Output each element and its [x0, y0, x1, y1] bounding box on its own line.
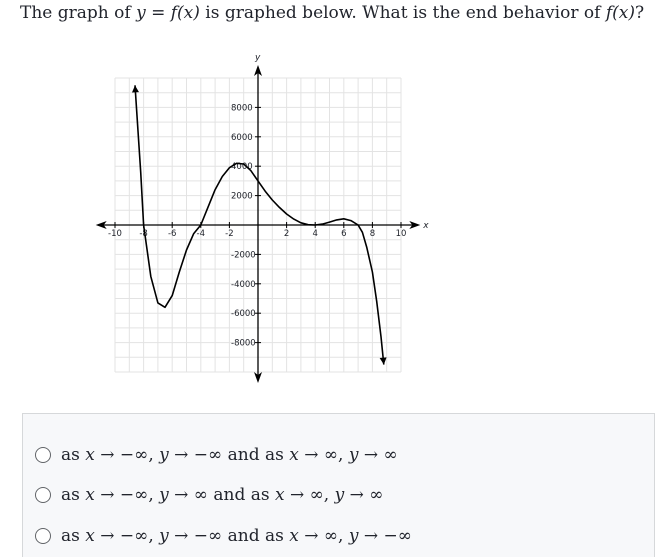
tick-labels [108, 103, 406, 348]
x-tick-label: -8 [139, 229, 148, 239]
function-graph [98, 53, 429, 388]
choice-b-v1: x [85, 485, 95, 505]
choice-a-and: and [222, 445, 265, 465]
x-tick-label: -6 [167, 229, 177, 239]
choice-c-a4: → −∞ [358, 526, 412, 546]
axes [96, 53, 430, 383]
choice-b[interactable] [35, 480, 383, 510]
y-tick-label: 6000 [231, 132, 253, 143]
y-tick-label: -4000 [231, 279, 256, 290]
question-arg2: (x) [612, 3, 635, 23]
choice-b-and: and [207, 485, 251, 505]
y-tick-label: -2000 [231, 250, 256, 261]
x-tick-label: 8 [369, 229, 376, 239]
choice-a-a1: → −∞, [94, 445, 160, 465]
choice-b-p1: as [61, 485, 86, 505]
x-tick-label: 6 [341, 229, 347, 239]
radio-button-c[interactable] [35, 528, 51, 544]
graph-svg [98, 53, 429, 388]
choice-b-v4: y [334, 485, 345, 505]
choice-a-v1: x [85, 445, 95, 465]
radio-button-b[interactable] [35, 487, 51, 503]
y-axis-label: y [255, 53, 261, 63]
choice-a-p2: as [264, 445, 290, 465]
question-suffix: ? [634, 3, 645, 23]
choice-b-a1: → −∞, [94, 485, 160, 505]
choice-a-a4: → ∞ [358, 445, 398, 465]
choice-c-a3: → ∞, [298, 526, 349, 546]
question-f2: f [605, 3, 613, 23]
answer-choices [22, 413, 655, 557]
y-tick-label: 2000 [231, 191, 253, 202]
choice-a[interactable] [35, 440, 398, 470]
x-tick-label: 10 [395, 229, 407, 239]
question-arg: (x) [177, 3, 200, 23]
choice-b-text [61, 485, 383, 505]
x-axis-label: x [423, 221, 429, 231]
choice-c-v1: x [85, 526, 95, 546]
question-equals: = [145, 3, 171, 23]
choice-c-v2: y [159, 526, 169, 546]
choice-c-p2: as [264, 526, 290, 546]
x-tick-label: -2 [225, 229, 234, 239]
choice-a-v2: y [159, 445, 169, 465]
choice-b-a2: → ∞ [168, 485, 208, 505]
y-tick-label: -8000 [231, 338, 256, 349]
question-f: f [170, 3, 178, 23]
choice-b-a3: → ∞, [284, 485, 335, 505]
choice-b-a4: → ∞ [344, 485, 384, 505]
y-tick-label: -6000 [231, 309, 256, 320]
choice-a-a3: → ∞, [298, 445, 349, 465]
radio-button-a[interactable] [35, 447, 51, 463]
x-tick-label: 2 [283, 229, 290, 239]
x-tick-label: -4 [196, 229, 206, 239]
x-tick-label: -10 [108, 229, 122, 239]
question-middle: is graphed below. What is the end behavior of [199, 3, 606, 23]
choice-a-p1: as [61, 445, 86, 465]
choice-c-a2: → −∞ [168, 526, 223, 546]
y-tick-label: 8000 [231, 103, 253, 114]
choice-c-and: and [222, 526, 265, 546]
choice-a-v3: x [289, 445, 299, 465]
choice-c[interactable] [35, 521, 412, 551]
choice-a-a2: → −∞ [168, 445, 223, 465]
choice-c-a1: → −∞, [94, 526, 160, 546]
curve-left-end-arrow [132, 85, 139, 92]
choice-c-text [61, 526, 412, 546]
question-text [20, 3, 644, 23]
question-y-var: y [136, 3, 146, 23]
choice-c-p1: as [61, 526, 86, 546]
choice-a-v4: y [348, 445, 359, 465]
x-tick-label: 4 [312, 229, 318, 239]
choice-a-text [61, 445, 398, 465]
choice-b-p2: as [250, 485, 275, 505]
choice-c-v4: y [348, 526, 359, 546]
choice-b-v2: y [159, 485, 169, 505]
choice-c-v3: x [289, 526, 299, 546]
y-tick-label: 4000 [231, 162, 253, 173]
choice-b-v3: x [275, 485, 285, 505]
question-prefix: The graph of [20, 3, 137, 23]
